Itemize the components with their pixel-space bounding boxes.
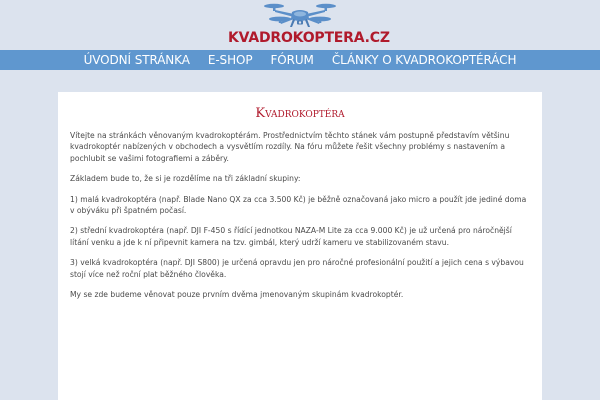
intro-paragraph: Vítejte na stránkách věnovaným kvadrokoptérám. Prostřednictvím těchto stánek vám postupně představím většinu kvadrokoptér nabízených v obchodech a vysvětlím rozdíly. Na fóru můžete řešit všechny problémy s nastavením a pochlubit se vašimi fotografiemi a záběry. (70, 131, 510, 163)
medium-drone-paragraph: 2) střední kvadrokoptéra (např. DJI F-450 s řídící jednotkou NAZA-M Lite za cca 9.000 Kč) je už určená pro náročnější lítání venku a jde k ní připevnit kamera na tzv. gimbál, který udrží kameru ve stabilizovaném stavu. (70, 226, 512, 247)
nav-link-home[interactable]: ÚVODNÍ STRÁNKA (83, 53, 190, 67)
main-navigation (0, 50, 600, 70)
large-drone-paragraph: 3) velká kvadrokoptéra (např. DJI S800) je určená opravdu jen pro náročné profesionální použití a jejich cena s výbavou stojí více než roční plat běžného člověka. (70, 258, 524, 279)
site-header (0, 0, 600, 50)
site-logo[interactable] (228, 2, 390, 48)
nav-link-forum[interactable]: FÓRUM (270, 53, 314, 67)
small-drone-paragraph: 1) malá kvadrokoptéra (např. Blade Nano QX za cca 3.500 Kč) je běžně označovaná jako micro a použít jde jediné doma v obýváku při špatném počasí. (70, 194, 527, 216)
nav-link-articles[interactable]: ČLÁNKY O KVADROKOPTÉRÁCH (331, 53, 517, 67)
page-title: Kvadrokoptéra (255, 106, 345, 121)
groups-intro-paragraph: Základem bude to, že si je rozdělíme na tři základní skupiny: (70, 174, 301, 184)
logo-text: KVADROKOPTERA.CZ (228, 30, 390, 46)
nav-link-eshop[interactable]: E-SHOP (207, 53, 253, 67)
closing-paragraph: My se zde budeme věnovat pouze prvním dvěma jmenovaným skupinám kvadrokoptér. (70, 290, 404, 300)
drone-icon (264, 2, 336, 30)
article-panel (58, 92, 542, 400)
